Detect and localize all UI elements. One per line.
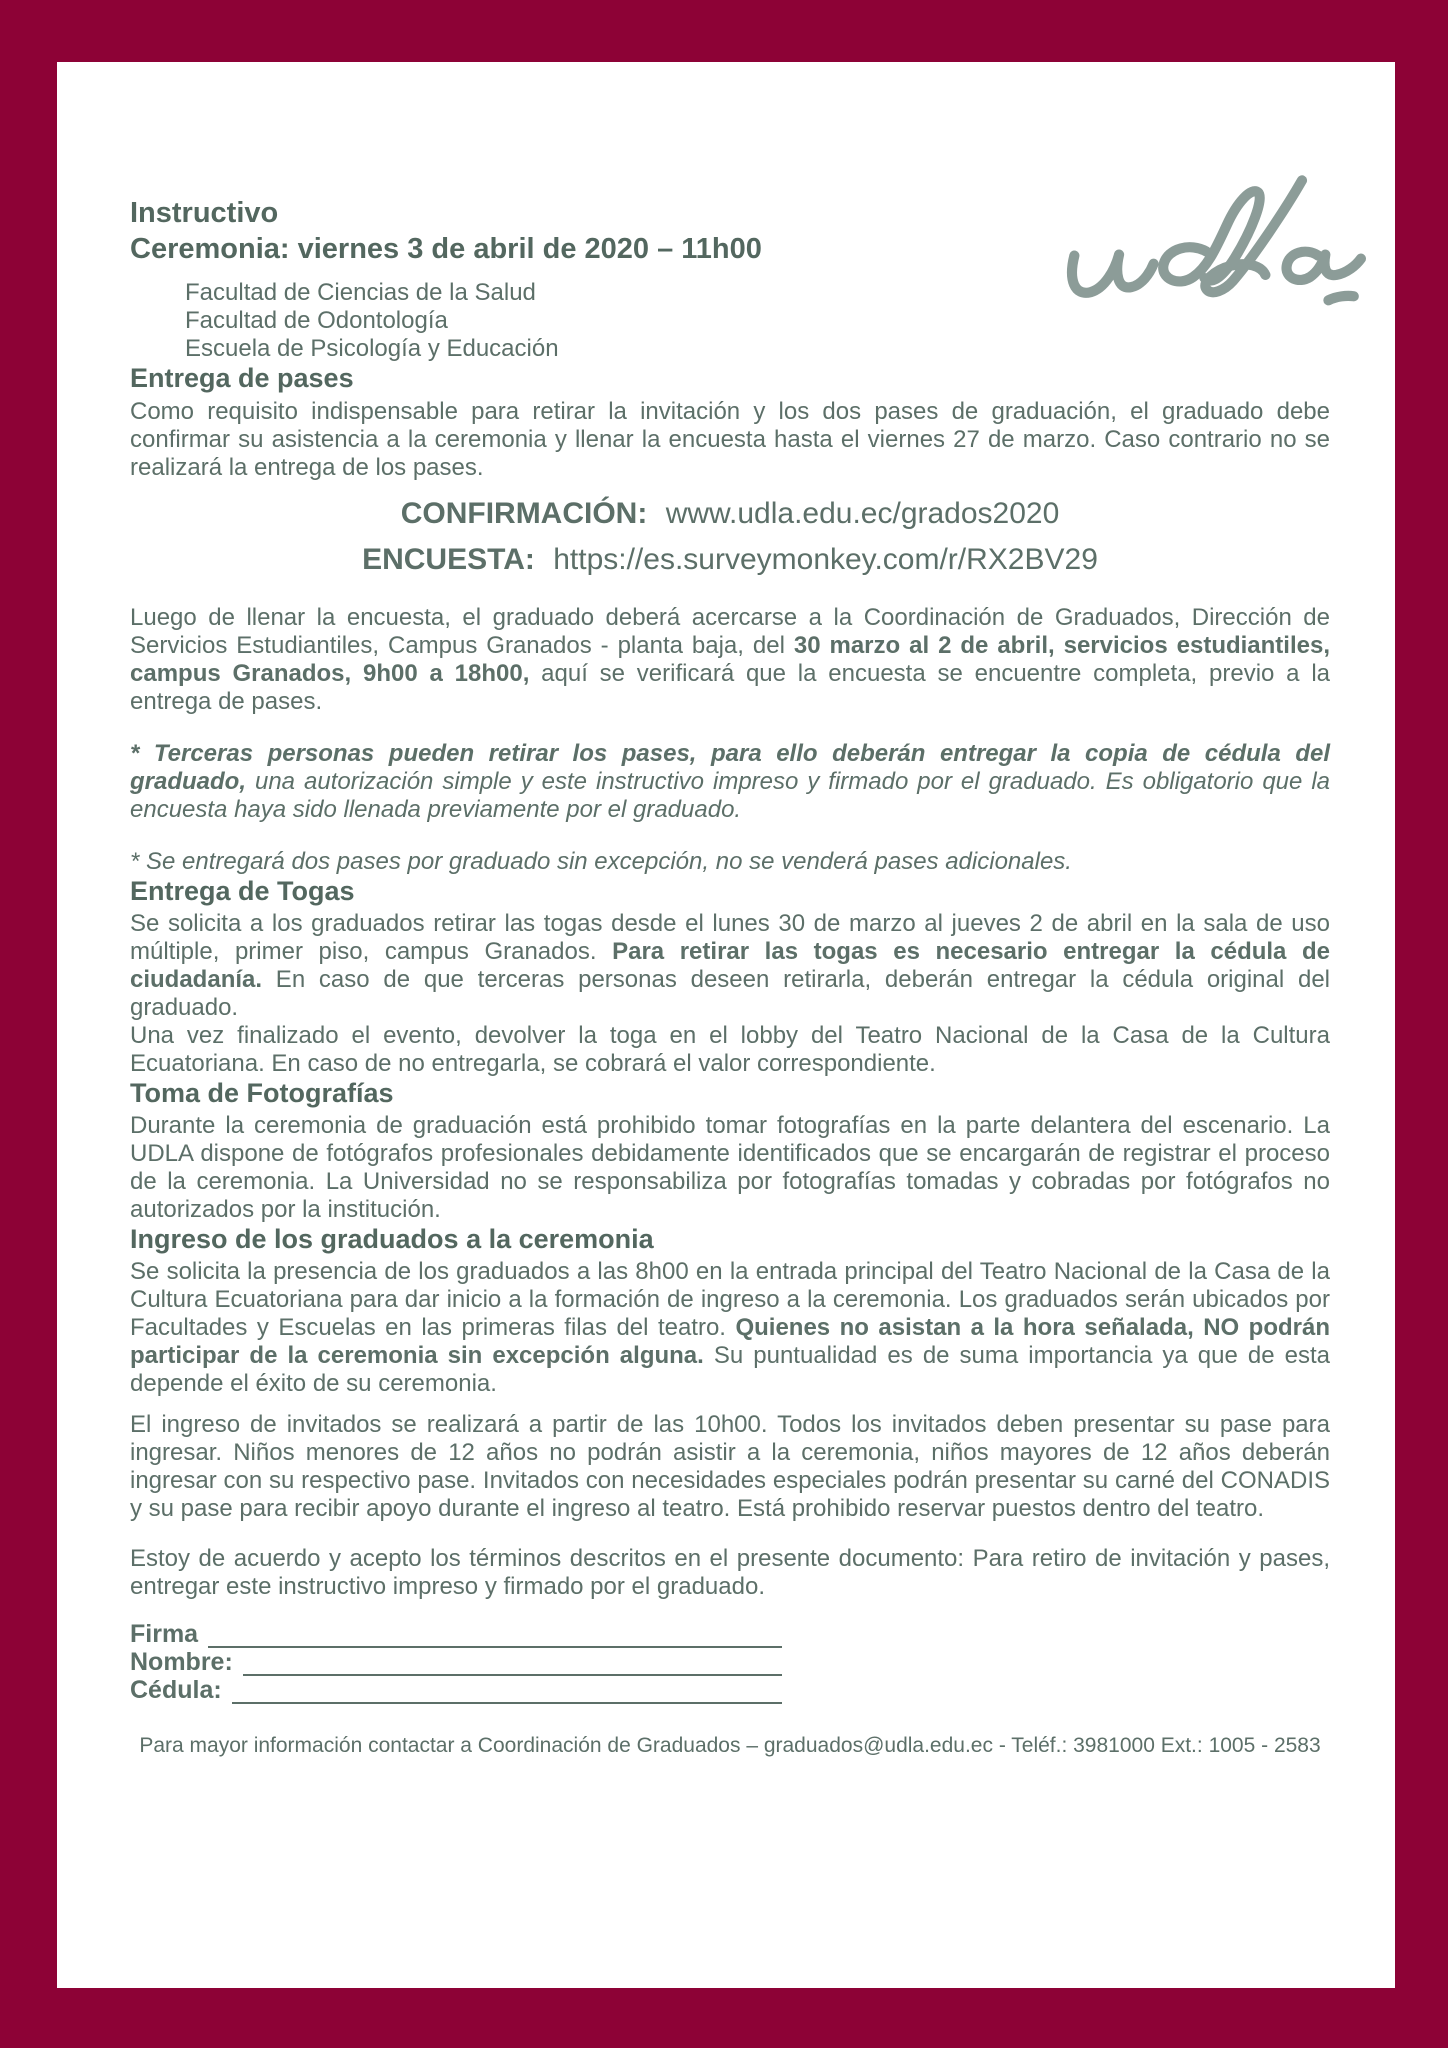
section-heading-fotografias: Toma de Fotografías xyxy=(130,1078,394,1108)
signature-line xyxy=(243,1650,782,1676)
confirmation-line xyxy=(130,494,1330,534)
fotografias-paragraph: Durante la ceremonia de graduación está prohibido tomar fotografías en la parte delantera del escenario. La UDLA dispone de fotógrafos profesionales debidamente identificados que se encargarán de registrar el proceso de la ceremonia. La Universidad no se responsabiliza por fotografías tomadas y cobradas por fotógrafos no autorizados por la institución. xyxy=(130,1112,1330,1223)
signature-label: Nombre: xyxy=(130,1648,233,1676)
faculty-item: Facultad de Odontología xyxy=(185,307,448,334)
ingreso-paragraph: Se solicita la presencia de los graduados a las 8h00 en la entrada principal del Teatro Nacional de la Casa de la Cultura Ecuatoriana para dar inicio a la formación de ingreso a la ceremonia. Los graduados serán ubicados por Facultades y Escuelas en las primeras filas del teatro. Quienes no asistan a la hora señalada, NO podrán participar de la ceremonia sin excepción alguna. Su puntualidad es de suma importancia ya que de esta depende el éxito de su ceremonia. xyxy=(130,1258,1331,1397)
togas-paragraph: Se solicita a los graduados retirar las togas desde el lunes 30 de marzo al jueves 2 de abril en la sala de uso múltiple, primer piso, campus Granados. Para retirar las togas es necesario entregar la cédula de ciudadanía. En caso de que terceras personas deseen retirarla, deberán entregar la cédula original del graduado. Una vez finalizado el evento, devolver la toga en el lobby del Teatro Nacional de la Casa de la Cultura Ecuatoriana. En caso de no entregarla, se cobrará el valor correspondiente. xyxy=(130,910,1330,1077)
third-party-note: * Terceras personas pueden retirar los pases, para ello deberán entregar la copia de cédula del graduado, una autorización simple y este instructivo impreso y firmado por el graduado. Es obligatorio que la encuesta haya sido llenada previamente por el graduado. xyxy=(130,740,1331,823)
confirmation-url: www.udla.edu.ec/grados2020 xyxy=(665,497,1060,530)
invitados-paragraph: El ingreso de invitados se realizará a partir de las 10h00. Todos los invitados deben presentar su pase para ingresar. Niños menores de 12 años no podrán asistir a la ceremonia, niños mayores de 12 años deberán ingresar con su respectivo pase. Invitados con necesidades especiales podrán presentar su carné del CONADIS y su pase para recibir apoyo durante el ingreso al teatro. Está prohibido reservar puestos dentro del teatro. xyxy=(130,1411,1330,1522)
document-page xyxy=(57,62,1395,1988)
document-content xyxy=(130,62,1330,1759)
entrega-pases-paragraph: Como requisito indispensable para retirar la invitación y los dos pases de graduación, el graduado debe confirmar su asistencia a la ceremonia y llenar la encuesta hasta el viernes 27 de marzo. Caso contrario no se realizará la entrega de los pases. xyxy=(130,398,1330,481)
signature-label: Firma xyxy=(130,1620,199,1648)
confirmation-label: CONFIRMACIÓN: xyxy=(400,497,648,530)
faculty-list xyxy=(185,279,1330,363)
section-heading-entrega-pases: Entrega de pases xyxy=(130,363,354,393)
signature-row-cedula xyxy=(130,1676,782,1704)
survey-url: https://es.surveymonkey.com/r/RX2BV29 xyxy=(553,543,1098,576)
acuerdo-paragraph: Estoy de acuerdo y acepto los términos descritos en el presente documento: Para retiro de invitación y pases, entregar este instructivo impreso y firmado por el graduado. xyxy=(130,1545,1330,1600)
contact-footer: Para mayor información contactar a Coordinación de Graduados – graduados@udla.edu.ec - Teléf.: 3981000 Ext.: 1005 - 2583 xyxy=(139,1734,1321,1757)
signature-line xyxy=(232,1678,782,1704)
faculty-item: Facultad de Ciencias de la Salud xyxy=(185,279,536,306)
faculty-item: Escuela de Psicología y Educación xyxy=(185,335,559,362)
document-title: Instructivo xyxy=(130,197,279,229)
ceremony-date-subtitle: Ceremonia: viernes 3 de abril de 2020 – 11h00 xyxy=(130,233,762,265)
signature-row-firma xyxy=(130,1620,782,1648)
pickup-paragraph: Luego de llenar la encuesta, el graduado deberá acercarse a la Coordinación de Graduados, Dirección de Servicios Estudiantiles, Campus Granados - planta baja, del 30 marzo al 2 de abril, servicios estudiantiles, campus Granados, 9h00 a 18h00, aquí se verificará que la encuesta se encuentre completa, previo a la entrega de pases. xyxy=(130,604,1331,715)
two-passes-note: * Se entregará dos pases por graduado sin excepción, no se venderá pases adicionales. xyxy=(130,848,1072,875)
signature-label: Cédula: xyxy=(130,1676,222,1704)
survey-label: ENCUESTA: xyxy=(362,543,535,576)
signature-block xyxy=(130,1620,782,1704)
survey-line xyxy=(130,540,1330,580)
section-heading-ingreso: Ingreso de los graduados a la ceremonia xyxy=(130,1224,654,1254)
signature-line xyxy=(208,1622,782,1648)
section-heading-togas: Entrega de Togas xyxy=(130,876,355,906)
signature-row-nombre xyxy=(130,1648,782,1676)
